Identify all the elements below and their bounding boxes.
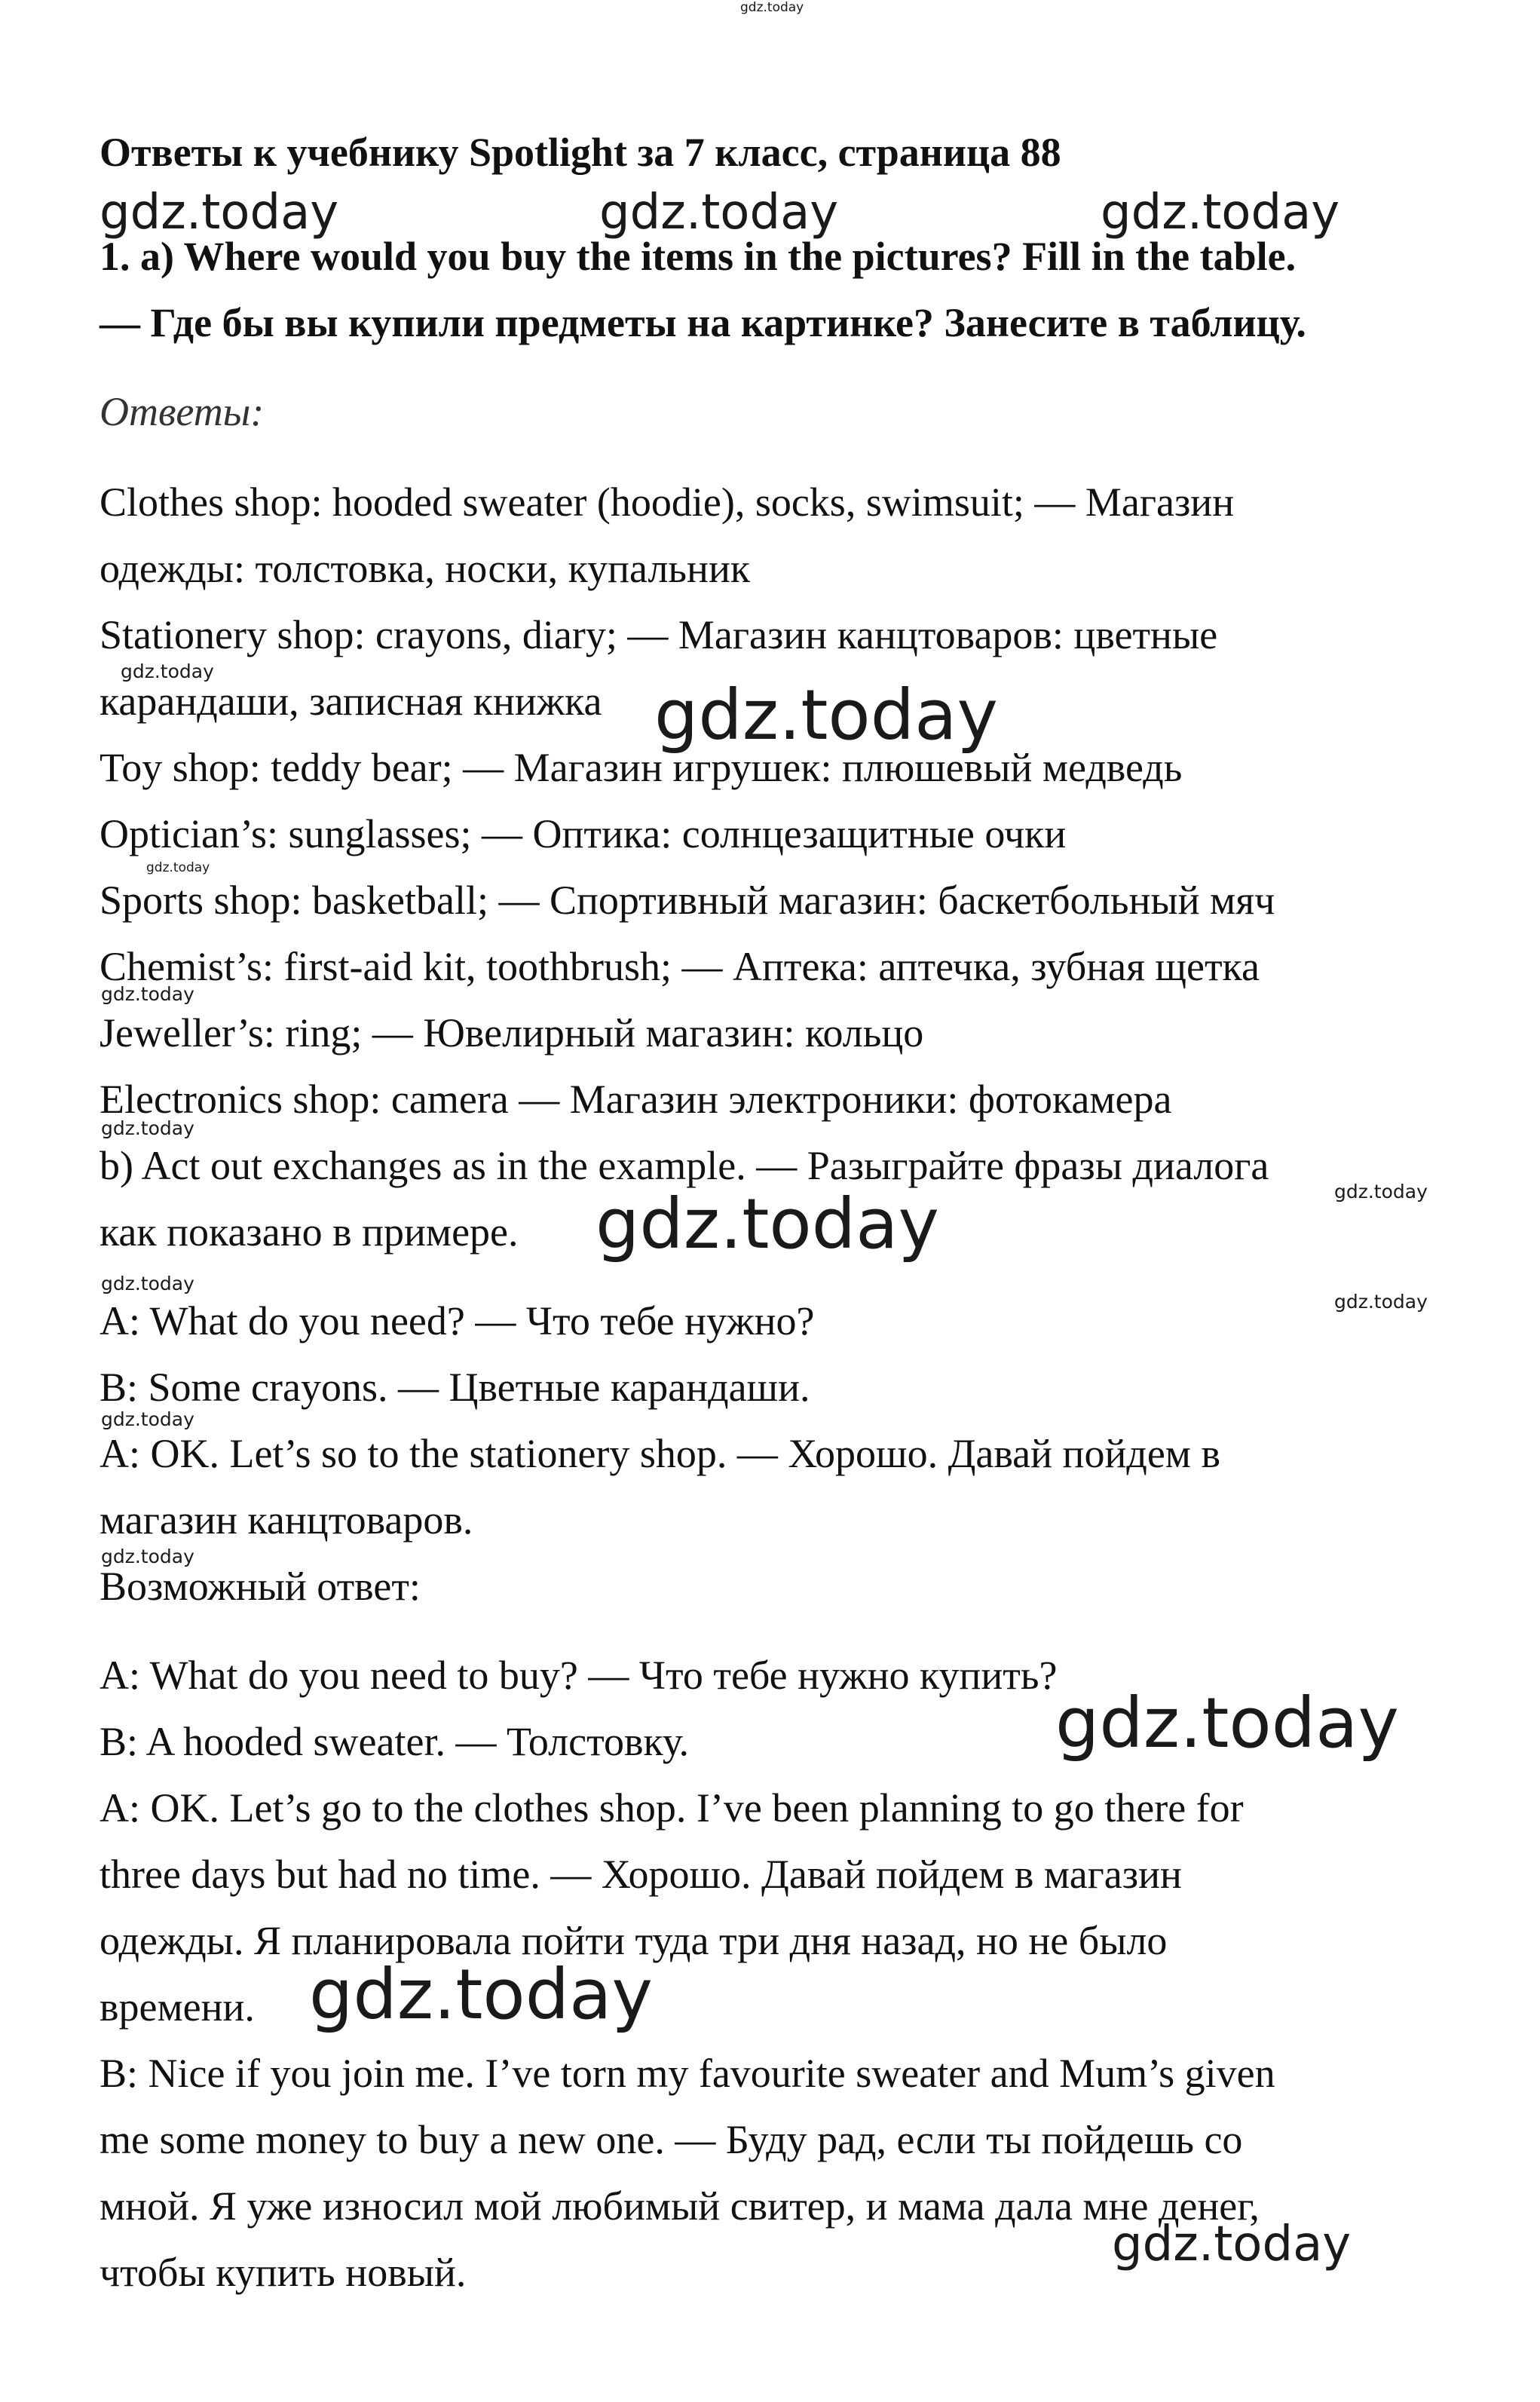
example-line: магазин канцтоваров. [100, 1497, 473, 1543]
example-line: B: Some crayons. — Цветные карандаши. [100, 1365, 810, 1410]
watermark: gdz.today [1334, 1291, 1428, 1313]
possible-line: времени. [100, 1984, 255, 2030]
watermark: gdz.today [101, 1117, 194, 1139]
possible-line: me some money to buy a new one. — Буду рад, если ты пойдешь со [100, 2117, 1243, 2162]
watermark: gdz.today [146, 860, 210, 875]
watermark: gdz.today [100, 185, 339, 241]
task1-heading-en: 1. a) Where would you buy the items in the pictures? Fill in the table. [100, 234, 1297, 279]
watermark: gdz.today [101, 1273, 194, 1294]
watermark: gdz.today [101, 1546, 194, 1567]
answers-label: Ответы: [100, 389, 265, 434]
task1b-instruction: как показано в примере. [100, 1209, 519, 1255]
watermark: gdz.today [1334, 1181, 1428, 1203]
possible-line: A: What do you need to buy? — Что тебе нужно купить? [100, 1653, 1058, 1698]
watermark: gdz.today [740, 0, 804, 15]
watermark: gdz.today [1055, 1683, 1399, 1763]
watermark: gdz.today [654, 675, 998, 755]
answer-line: Chemist’s: first-aid kit, toothbrush; — Аптека: аптечка, зубная щетка [100, 944, 1260, 989]
watermark: gdz.today [101, 1408, 194, 1430]
possible-answer-label: Возможный ответ: [100, 1564, 421, 1609]
answer-line: одежды: толстовка, носки, купальник [100, 546, 751, 591]
task1b-instruction: b) Act out exchanges as in the example. — Разыграйте фразы диалога [100, 1143, 1269, 1188]
possible-line: одежды. Я планировала пойти туда три дня назад, но не было [100, 1918, 1168, 1963]
possible-line: A: OK. Let’s go to the clothes shop. I’ve been planning to go there for [100, 1785, 1244, 1831]
answer-line: Stationery shop: crayons, diary; — Магазин канцтоваров: цветные [100, 612, 1218, 657]
possible-line: B: A hooded sweater. — Толстовку. [100, 1719, 690, 1764]
answer-line: Sports shop: basketball; — Спортивный магазин: баскетбольный мяч [100, 878, 1275, 923]
watermark: gdz.today [121, 660, 214, 682]
watermark: gdz.today [101, 983, 194, 1005]
example-line: A: What do you need? — Что тебе нужно? [100, 1298, 815, 1343]
watermark: gdz.today [1112, 2217, 1352, 2272]
answer-line: Jeweller’s: ring; — Ювелирный магазин: кольцо [100, 1010, 924, 1055]
page-title: Ответы к учебнику Spotlight за 7 класс, страница 88 [100, 130, 1061, 175]
example-line: A: OK. Let’s so to the stationery shop. — Хорошо. Давай пойдем в [100, 1431, 1220, 1476]
watermark: gdz.today [599, 185, 839, 241]
task1-heading-ru: — Где бы вы купили предметы на картинке? Занесите в таблицу. [100, 300, 1306, 345]
answer-line: Electronics shop: camera — Магазин электроники: фотокамера [100, 1077, 1172, 1122]
possible-line: three days but had no time. — Хорошо. Давай пойдем в магазин [100, 1852, 1182, 1897]
watermark: gdz.today [1101, 185, 1340, 241]
possible-line: чтобы купить новый. [100, 2250, 467, 2295]
answer-line: Optician’s: sunglasses; — Оптика: солнцезащитные очки [100, 811, 1067, 856]
watermark: gdz.today [309, 1954, 653, 2035]
possible-line: B: Nice if you join me. I’ve torn my favourite sweater and Mum’s given [100, 2051, 1275, 2096]
possible-line: мной. Я уже износил мой любимый свитер, и мама дала мне денег, [100, 2183, 1260, 2229]
answer-line: карандаши, записная книжка [100, 679, 602, 724]
answer-line: Toy shop: teddy bear; — Магазин игрушек: плюшевый медведь [100, 745, 1183, 790]
answer-line: Clothes shop: hooded sweater (hoodie), socks, swimsuit; — Магазин [100, 479, 1235, 525]
watermark: gdz.today [595, 1184, 939, 1264]
